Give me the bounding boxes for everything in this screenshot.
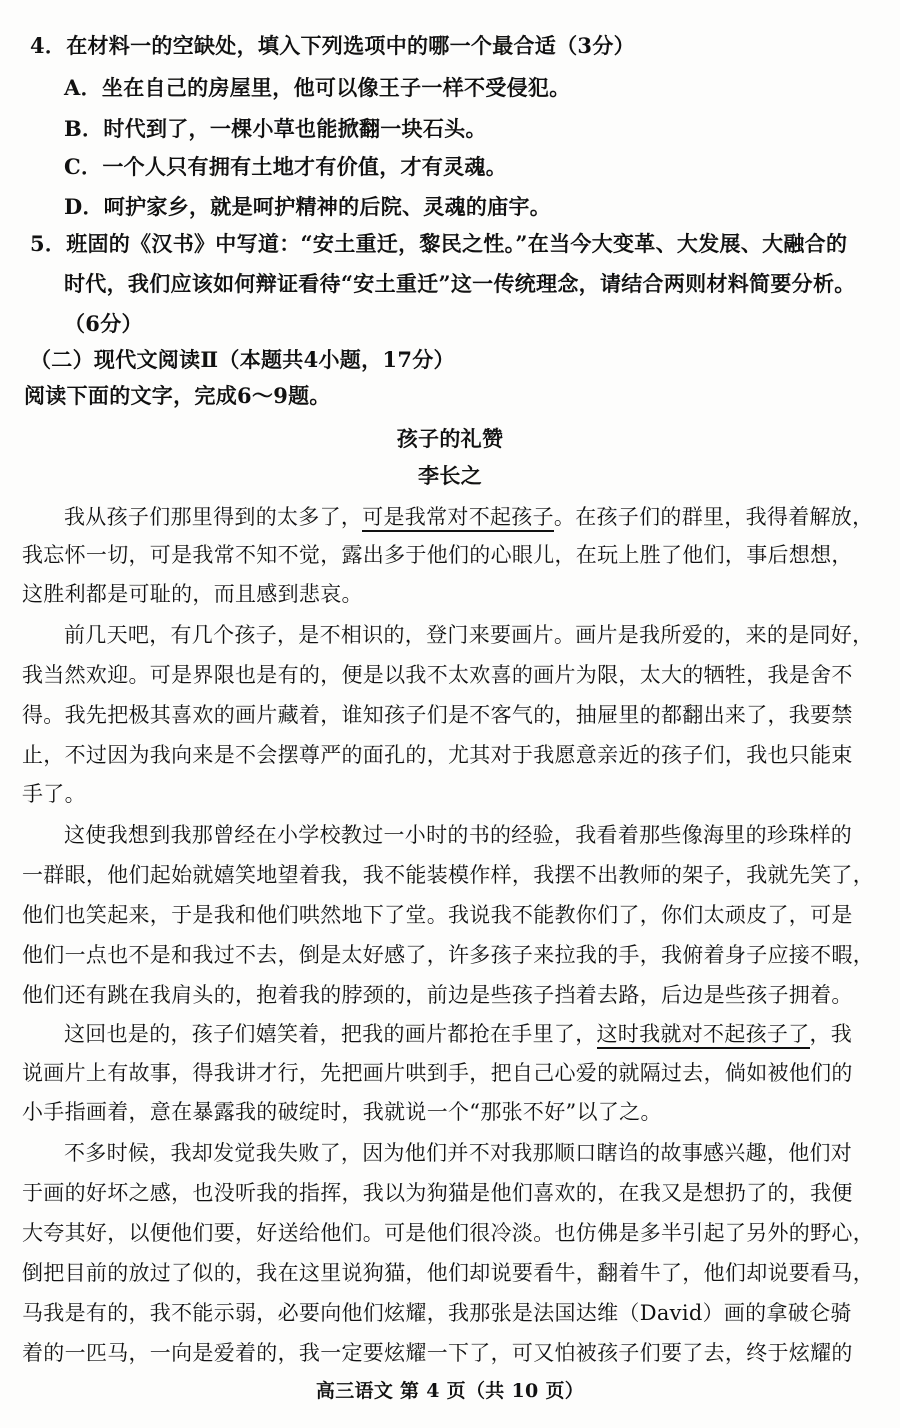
p5-line-6: 着的一匹马，一向是爱着的，我一定要炫耀一下了，可又怕被孩子们要了去，终于炫耀的 (22, 1341, 853, 1365)
p5-line-4: 倒把目前的放过了似的，我在这里说狗猫，他们却说要看牛，翻着牛了，他们却说要看马， (22, 1261, 874, 1285)
p3-line-1: 这使我想到我那曾经在小学校教过一小时的书的经验，我看着那些像海里的珍珠样的 (64, 823, 853, 847)
q4-option-d: D．呵护家乡，就是呵护精神的后院、灵魂的庙宇。 (64, 194, 552, 219)
p4-line-1-start: 这回也是的，孩子们嬉笑着，把我的画片都抢在手里了， (64, 1022, 597, 1046)
q4-option-b: B．时代到了，一棵小草也能掀翻一块石头。 (64, 116, 487, 141)
p4-line-1-end: ，我 (809, 1022, 853, 1046)
p4-line-3: 小手指画着，意在暴露我的破绽时，我就说一个“那张不好”以了之。 (22, 1100, 662, 1124)
p1-line-2: 我忘怀一切，可是我常不知不觉，露出多于他们的心眼儿，在玩上胜了他们，事后想想， (22, 543, 853, 567)
section-instruction: 阅读下面的文字，完成6～9题。 (24, 383, 331, 408)
p2-line-3: 得。我先把极其喜欢的画片藏着，谁知孩子们是不客气的，抽屉里的都翻出来了，我要禁 (22, 703, 853, 727)
p1-underlined-phrase: 可是我常对不起孩子 (362, 505, 554, 532)
p2-line-2: 我当然欢迎。可是界限也是有的，便是以我不太欢喜的画片为限，太大的牺牲，我是舍不 (22, 663, 853, 687)
p5-line-3: 大夸其好，以便他们要，好送给他们。可是他们很冷淡。也仿佛是多半引起了另外的野心， (22, 1221, 874, 1245)
q5-line-2: 时代，我们应该如何辩证看待“安土重迁”这一传统理念，请结合两则材料简要分析。 (64, 271, 856, 296)
p3-line-2: 一群眼，他们起始就嬉笑地望着我，我不能装模作样，我摆不出教师的架子，我就先笑了， (22, 863, 874, 887)
p1-line-1-start: 我从孩子们那里得到的太多了， (64, 505, 363, 529)
q5-line-3: （6分） (64, 311, 143, 336)
p3-line-3: 他们也笑起来，于是我和他们哄然地下了堂。我说我不能教你们了，你们太顽皮了，可是 (22, 903, 853, 927)
q4-option-c: C．一个人只有拥有土地才有价值，才有灵魂。 (64, 154, 508, 179)
p1-line-3: 这胜利都是可耻的，而且感到悲哀。 (22, 582, 363, 606)
p1-line-1-end: 。在孩子们的群里，我得着解放， (553, 505, 874, 529)
article-title: 孩子的礼赞 (396, 426, 504, 451)
p5-line-2: 于画的好坏之感，也没听我的指挥，我以为狗猫是他们喜欢的，在我又是想扔了的，我便 (22, 1181, 853, 1205)
p2-line-1: 前几天吧，有几个孩子，是不相识的，登门来要画片。画片是我所爱的，来的是同好， (64, 623, 874, 647)
q5-line-1: 5．班固的《汉书》中写道：“安土重迁，黎民之性。”在当今大变革、大发展、大融合的 (30, 231, 848, 256)
p2-line-4: 止，不过因为我向来是不会摆尊严的面孔的，尤其对于我愿意亲近的孩子们，我也只能束 (22, 743, 853, 767)
p3-line-5: 他们还有跳在我肩头的，抱着我的脖颈的，前边是些孩子挡着去路，后边是些孩子拥着。 (22, 983, 853, 1007)
article-author: 李长之 (418, 463, 482, 488)
q4-stem: 4．在材料一的空缺处，填入下列选项中的哪一个最合适（3分） (30, 33, 635, 58)
p3-line-4: 他们一点也不是和我过不去，倒是太好感了，许多孩子来拉我的手，我俯着身子应接不暇， (22, 943, 874, 967)
q4-option-a: A．坐在自己的房屋里，他可以像王子一样不受侵犯。 (64, 75, 571, 100)
p1-line-1 (64, 502, 873, 532)
p4-line-2: 说画片上有故事，得我讲才行，先把画片哄到手，把自己心爱的就隔过去，倘如被他们的 (22, 1061, 853, 1085)
page-footer: 高三语文 第 4 页（共 10 页） (315, 1380, 585, 1402)
p5-line-5: 马我是有的，我不能示弱，必要向他们炫耀，我那张是法国达维（David）画的拿破仑骑 (22, 1301, 852, 1325)
p4-underlined-phrase: 这时我就对不起孩子了 (597, 1022, 810, 1049)
p2-line-5: 手了。 (22, 782, 86, 806)
p5-line-1: 不多时候，我却发觉我失败了，因为他们并不对我那顺口瞎诌的故事感兴趣，他们对 (64, 1141, 853, 1165)
section-heading: （二）现代文阅读Ⅱ（本题共4小题，17分） (30, 347, 455, 372)
p4-line-1 (64, 1019, 852, 1049)
